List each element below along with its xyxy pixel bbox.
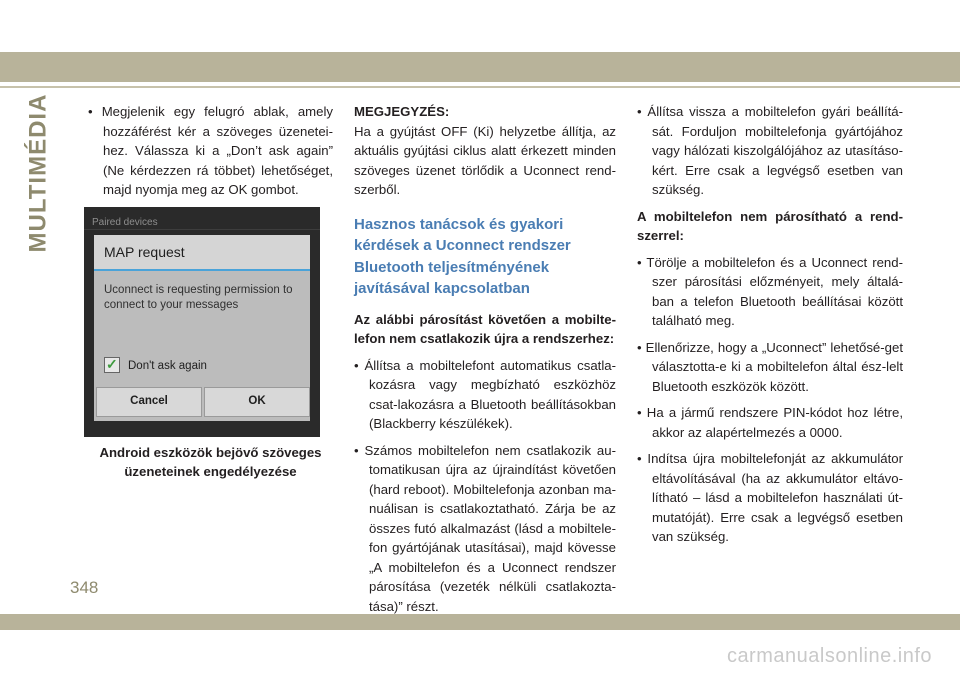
page-number: 348 (70, 578, 99, 597)
header-bar (0, 52, 960, 82)
top-margin (0, 0, 960, 52)
figure-caption: Android eszközök bejövő szöveges üzeneteinek engedélyezése (99, 444, 322, 479)
dialog-title: MAP request (104, 243, 185, 260)
section-tab (20, 93, 56, 253)
list-item: • Törölje a mobiltelefon és a Uconnect rend-szer párosítási előzményeit, mely általá-ban a telefon Bluetooth beállításai között található meg. (637, 254, 903, 328)
divider (84, 229, 320, 230)
popup-instruction: • Megjelenik egy felugró ablak, amely hozzáférést kér a szöveges üzenetei-hez. Válassza ki a „Don’t ask again” (Ne kérdezzen rá többet) lehetőséget, majd nyomja meg az OK gombot. (88, 104, 333, 197)
column-1 (88, 102, 333, 482)
section-tab-label: MULTIMÉDIA (24, 93, 51, 253)
note-title: MEGJEGYZÉS: (354, 104, 450, 119)
watermark-text: carmanualsonline.info (726, 645, 932, 667)
note-text: Ha a gyújtást OFF (Ki) helyzetbe állítja, az aktuális gyújtási ciklus alatt érkezett minden szöveges üzenet törlődik a Uconnect rend-szerből. (354, 123, 616, 197)
dialog-title-divider (94, 269, 310, 271)
list-item: • Számos mobiltelefon nem csatlakozik au-tomatikusan újra az újraindítást követően (hard reboot). Mobiltelefonja azonban ma-nuálisan is csatlakoztatható. Zárja be az összes futó alkalmazást (lásd a mobiltele-fon gyártójának utasításai), majd kövesse „A mobiltelefon és a Uconnect rendszer párosítása (vezeték nélküli csatlakozta-tása)” részt. (354, 442, 616, 614)
map-request-screenshot (84, 207, 320, 437)
column-2 (354, 102, 616, 623)
map-request-dialog (94, 235, 310, 421)
section-heading: Hasznos tanácsok és gyakori kérdések a Uconnect rendszer Bluetooth teljesítményének javításával kapcsolatban (354, 215, 571, 297)
dont-ask-again-checkbox[interactable] (104, 357, 120, 373)
list-item: • Indítsa újra mobiltelefonját az akkumulátor eltávolításával (ha az akkumulátor eltávo-lítható – lásd a mobiltelefon használati út-mutatóját). Erre csak a legvégső esetben van szükség. (637, 451, 903, 544)
header-rule (0, 86, 960, 88)
subheading-pairing: A mobiltelefon nem párosítható a rend-szerrel: (637, 208, 903, 243)
paired-devices-label: Paired devices (92, 216, 158, 228)
list-item: • Ha a jármű rendszere PIN-kódot hoz létre, akkor az alapértelmezés a 0000. (637, 405, 903, 440)
dont-ask-again-label: Don't ask again (128, 359, 207, 372)
list-item: • Ellenőrizze, hogy a „Uconnect” lehetősé-get választotta-e ki a mobiltelefon által ész-lelt Bluetooth eszközök között. (637, 339, 903, 394)
watermark (0, 645, 960, 668)
subheading-reconnect: Az alábbi párosítást követően a mobilte-lefon nem csatlakozik újra a rendszerhez: (354, 311, 616, 346)
dialog-message: Uconnect is requesting permission to connect to your messages (104, 283, 293, 311)
cancel-button[interactable]: Cancel (96, 387, 202, 417)
dialog-title-bar (94, 235, 310, 269)
list-item: • Állítsa vissza a mobiltelefon gyári beállítá-sát. Forduljon mobiltelefonja gyártójához vagy hálózati kiszolgálójához az utasításo-kért. Erre csak a legvégső esetben van szükség. (637, 104, 903, 197)
column-3 (637, 102, 903, 554)
list-item: • Állítsa a mobiltelefont automatikus csatla-kozásra vagy megbízható eszközhöz csat-lakozásra a Bluetooth beállításokban (Blackberry készülékek). (354, 357, 616, 431)
footer-bar (0, 614, 960, 630)
ok-button[interactable]: OK (204, 387, 310, 417)
